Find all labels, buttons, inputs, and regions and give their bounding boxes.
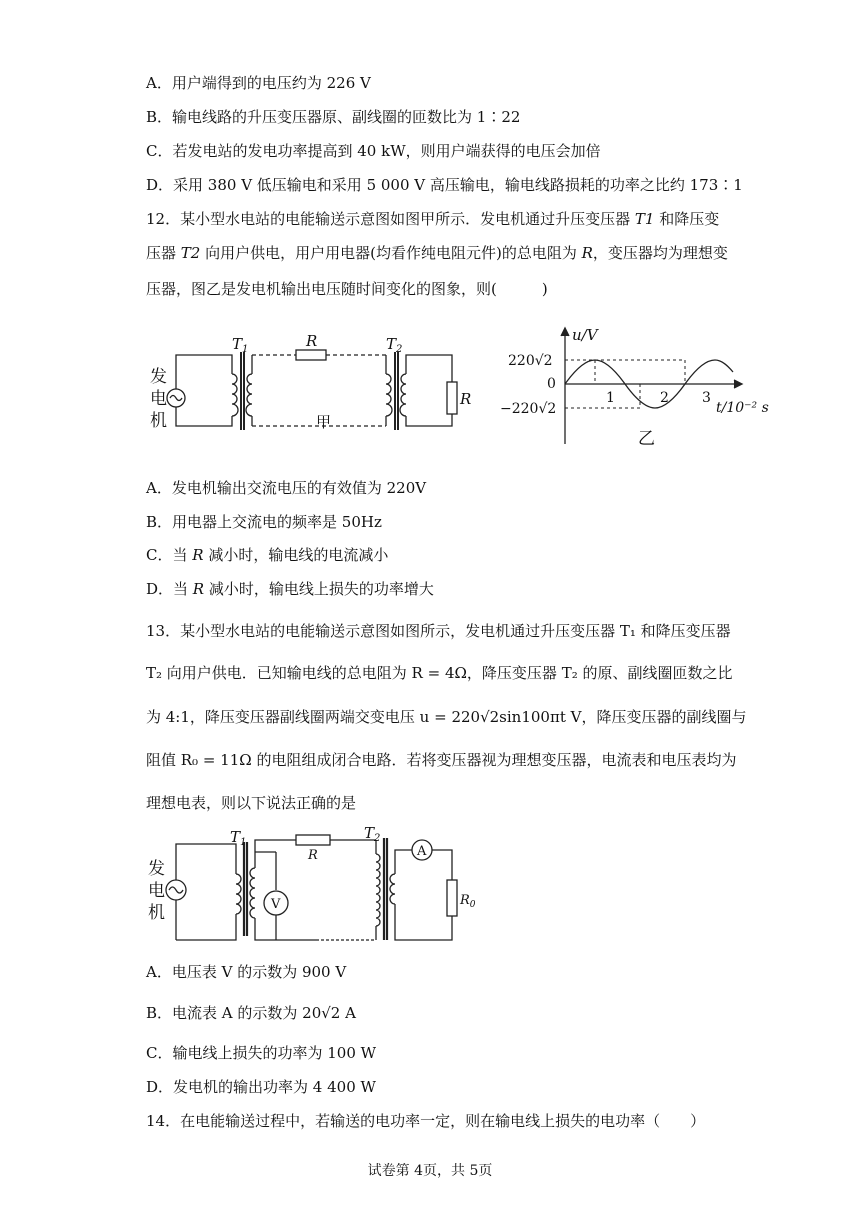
page-footer: 试卷第 4页，共 5页 (367, 1163, 493, 1179)
q13-voltmeter-label: V (271, 897, 281, 912)
q13-circuit-figure (140, 824, 480, 946)
q11-option-c: C．若发电站的发电功率提高到 40 kW，则用户端获得的电压会加倍 (146, 142, 601, 160)
q13-stem-line4: 阻值 R₀ = 11Ω 的电阻组成闭合电路．若将变压器视为理想变压器，电流表和电压表均为 (146, 751, 737, 769)
q12-option-c-symbol-r: R (192, 546, 204, 564)
q11-option-b: B．输电线路的升压变压器原、副线圈的匝数比为 1∶22 (146, 108, 521, 126)
q12-yi-y-zero: 0 (547, 376, 556, 392)
q12-stem-line1: 12．某小型水电站的电能输送示意图如图甲所示．发电机通过升压变压器 T1 和降压变 (146, 210, 720, 228)
q12-yi-x3: 3 (702, 390, 711, 406)
q11-option-a: A．用户端得到的电压约为 226 V (146, 74, 371, 92)
q12-option-d: D．当 R 减小时，输电线上损失的功率增大 (146, 580, 434, 598)
q12-symbol-t2: T2 (180, 244, 201, 262)
q13-option-b: B．电流表 A 的示数为 20√2 A (146, 1004, 356, 1022)
q13-option-a: A．电压表 V 的示数为 900 V (146, 963, 347, 981)
q12-stem-line3: 压器，图乙是发电机输出电压随时间变化的图象，则( ) (146, 280, 548, 298)
q13-t2-label: $T_2$ (364, 824, 381, 844)
q13-t1-label: $T_1$ (230, 828, 247, 848)
q12-jia-t2-label: $T_2$ (386, 335, 403, 355)
q12-jia-r-line-label: R (306, 332, 318, 350)
q12-yi-xlabel: t/10⁻² s (716, 400, 769, 416)
q12-jia-t1-label: $T_1$ (232, 335, 249, 355)
q12-circuit-figure-jia (140, 330, 480, 440)
q12-jia-caption: 甲 (316, 413, 332, 431)
q12-yi-y-bot: −220√2 (500, 401, 557, 417)
q13-stem-line2: T₂ 向用户供电．已知输电线的总电阻为 R = 4Ω，降压变压器 T₂ 的原、副线圈匝数之比 (146, 664, 733, 682)
q12-option-b: B．用电器上交流电的频率是 50Hz (146, 513, 382, 531)
q12-option-c: C．当 R 减小时，输电线的电流减小 (146, 546, 389, 564)
q12-yi-x1: 1 (606, 390, 615, 406)
q12-stem-line2: 压器 T2 向用户供电，用户用电器(均看作纯电阻元件)的总电阻为 R，变压器均为理想变 (146, 244, 728, 262)
q12-jia-generator-char1: 发 (150, 367, 167, 387)
q14-stem-line1: 14．在电能输送过程中，若输送的电功率一定，则在输电线上损失的电功率（ ） (146, 1112, 706, 1130)
q13-ammeter-label: A (417, 844, 427, 859)
q12-yi-ylabel: u/V (572, 326, 598, 344)
q12-symbol-r: R (581, 244, 593, 262)
q12-yi-y-top: 220√2 (508, 353, 553, 369)
q13-stem-line5: 理想电表，则以下说法正确的是 (146, 794, 357, 812)
q12-jia-generator-char3: 机 (150, 411, 167, 431)
q12-option-a: A．发电机输出交流电压的有效值为 220V (146, 479, 427, 497)
q13-r0-label: $R_0$ (460, 893, 476, 910)
q13-option-c: C．输电线上损失的功率为 100 W (146, 1044, 377, 1062)
q12-yi-x2: 2 (660, 390, 669, 406)
q13-stem-line3: 为 4:1，降压变压器副线圈两端交变电压 u = 220√2sin100πt V，降压变压器的副线圈与 (146, 708, 747, 726)
q11-option-d: D．采用 380 V 低压输电和采用 5 000 V 高压输电，输电线路损耗的功率之比约 173∶1 (146, 176, 743, 194)
q13-generator-char1: 发 (148, 859, 165, 879)
q12-jia-generator-char2: 电 (150, 389, 167, 409)
q13-r-label: R (308, 848, 318, 863)
q13-generator-char2: 电 (148, 881, 165, 901)
q12-symbol-t1: T1 (634, 210, 655, 228)
q13-option-d: D．发电机的输出功率为 4 400 W (146, 1078, 376, 1096)
q12-voltage-graph-yi (490, 322, 780, 462)
q13-generator-char3: 机 (148, 903, 165, 923)
q12-yi-caption: 乙 (638, 429, 655, 449)
q13-stem-line1: 13．某小型水电站的电能输送示意图如图所示，发电机通过升压变压器 T₁ 和降压变压器 (146, 622, 731, 640)
q12-option-d-symbol-r: R (192, 580, 205, 598)
q12-jia-r-load-label: R (460, 390, 472, 408)
